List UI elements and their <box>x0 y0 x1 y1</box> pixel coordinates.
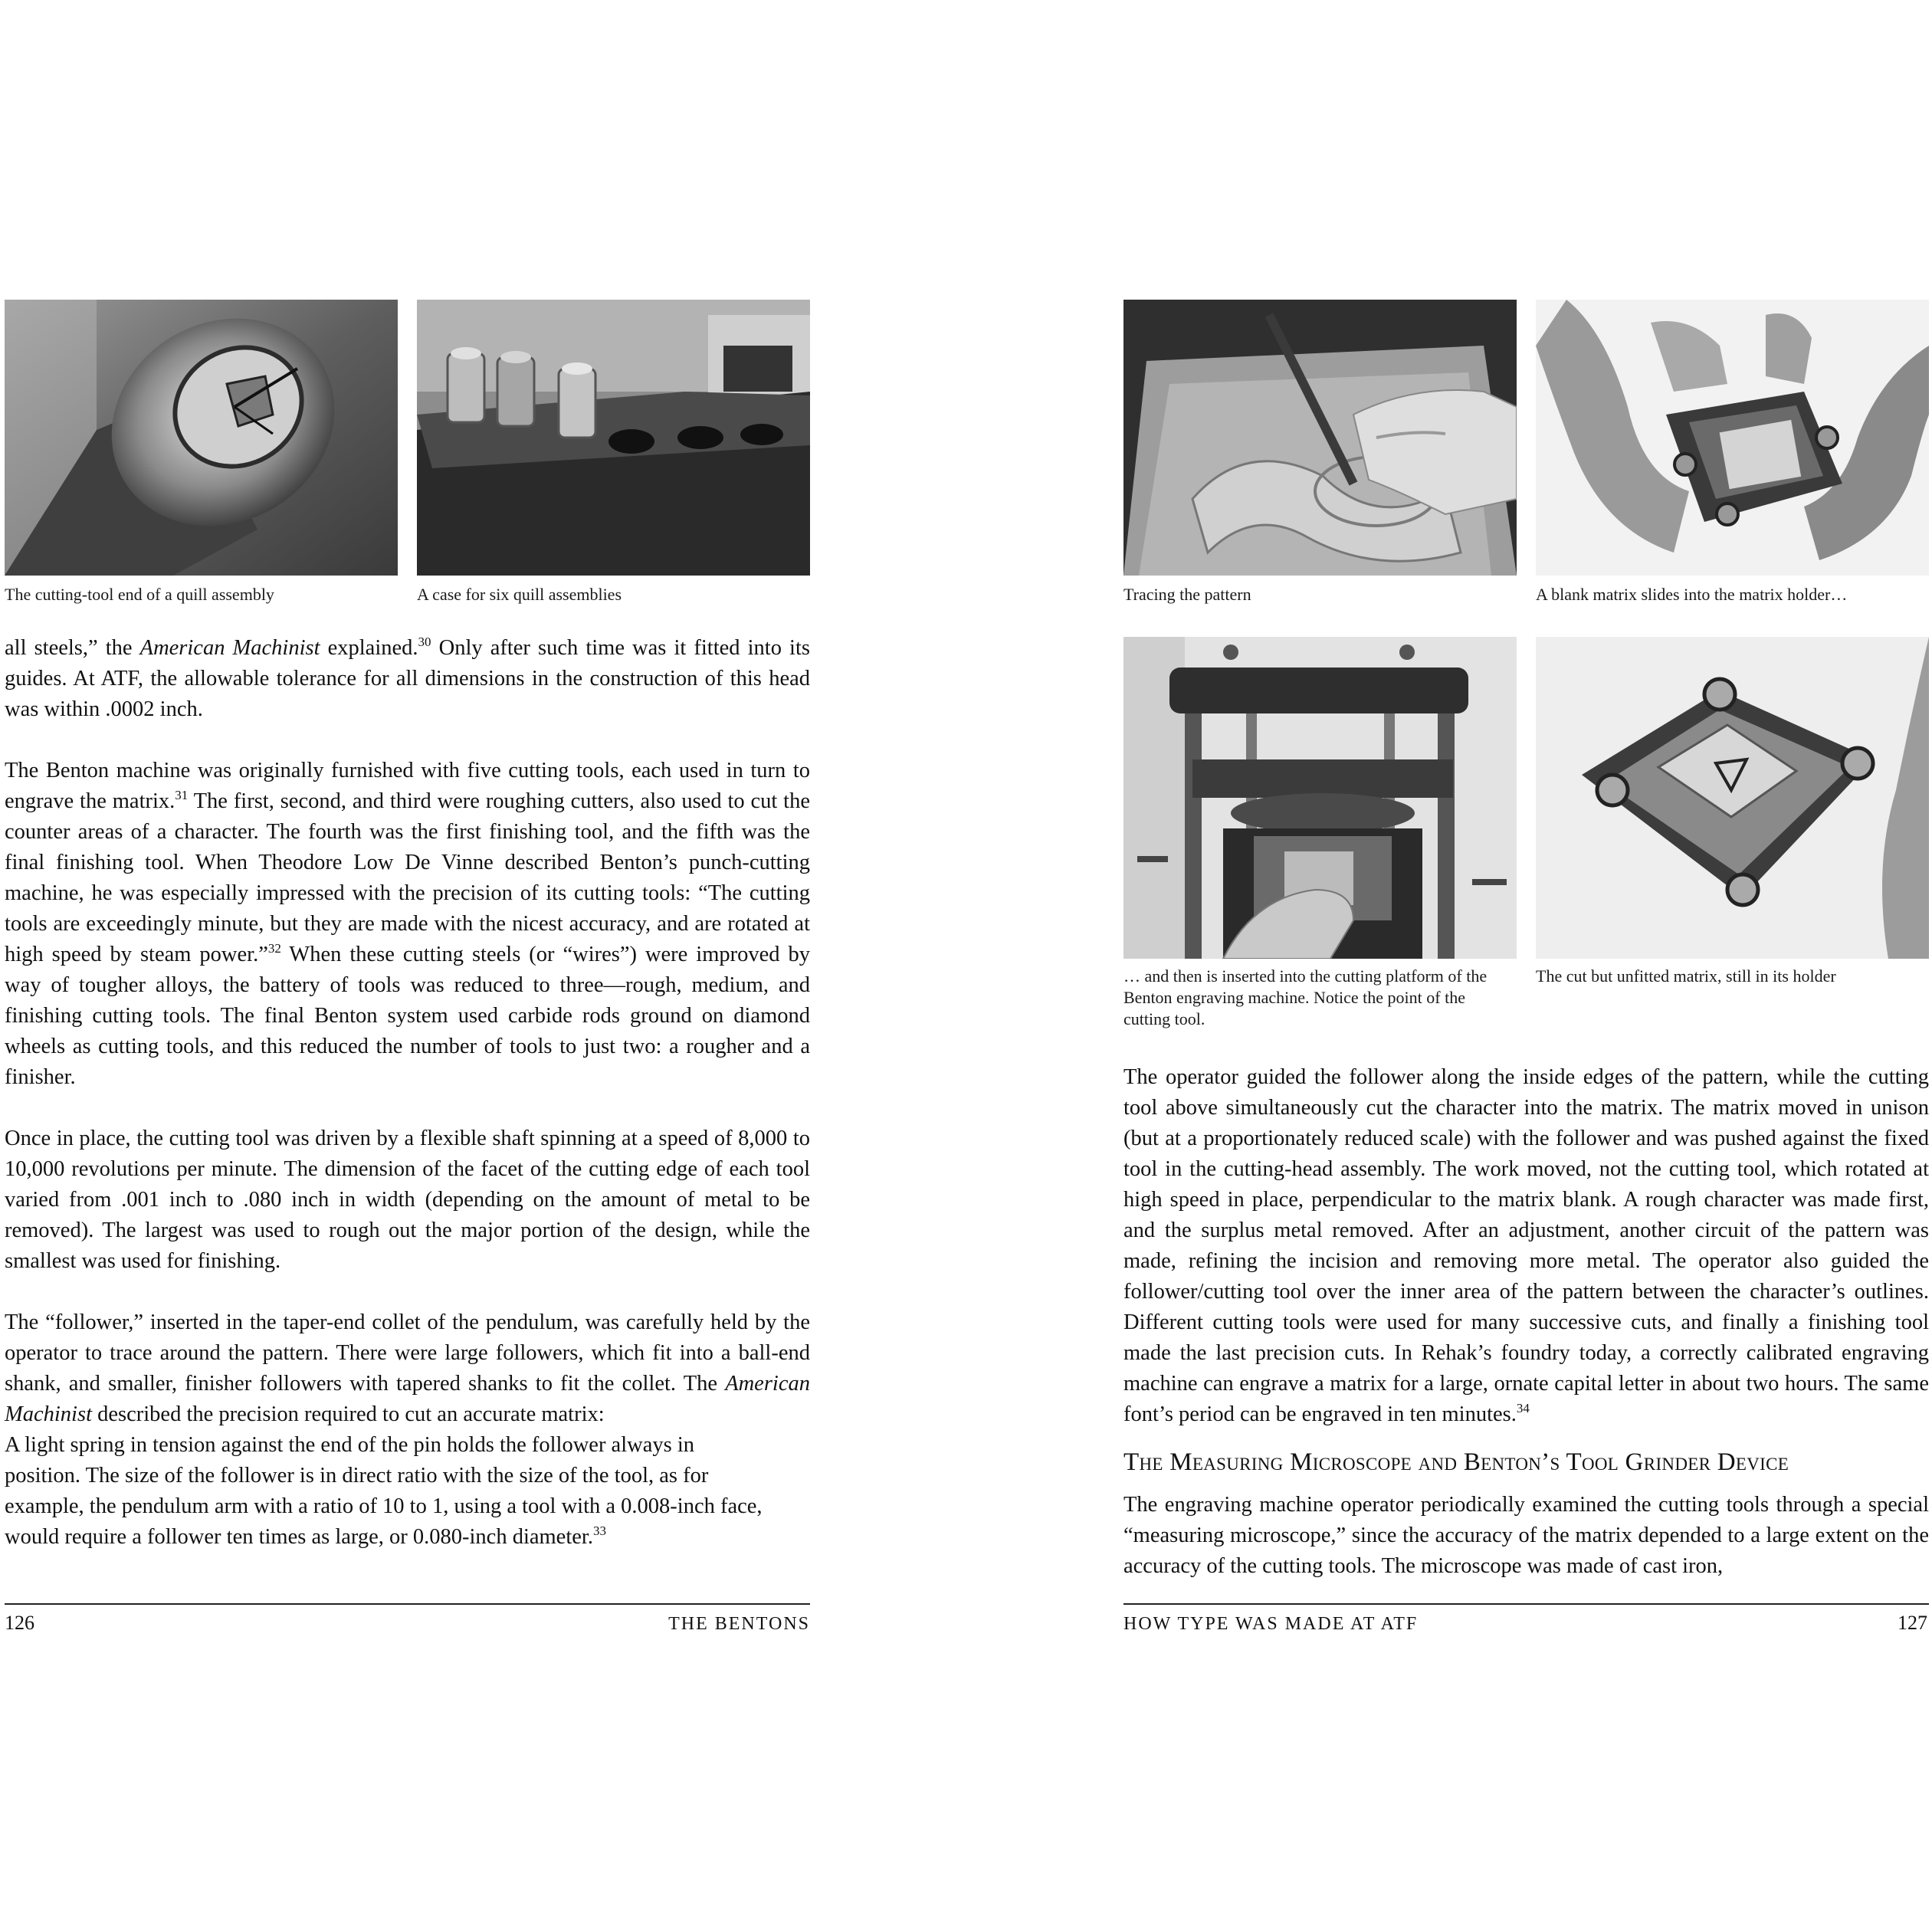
footnote-ref: 30 <box>418 635 431 649</box>
running-head: THE BENTONS <box>668 1614 810 1634</box>
block-quote: A light spring in tension against the end of the pin holds the follower always in position. The size of the follower is in direct ratio with the size of the tool, as for example, the pendulum arm with a ratio of 10 to 1, using a tool with a 0.008-inch face, would require a follower ten times as large, or 0.080-inch diameter.$^{33}$ <box>5 1433 763 1549</box>
footnote-ref: 31 <box>175 788 189 802</box>
tracing-pattern-caption: Tracing the pattern <box>1123 585 1251 604</box>
blank-matrix-photo <box>1536 300 1929 576</box>
tracing-pattern-photo <box>1123 300 1517 576</box>
paragraph: The engraving machine operator periodically examined the cutting tools through a special “measuring microscope,” since the accuracy of the matrix depended to a large extent on the accuracy of the cutting tools. The microscope was made of cast iron, <box>1123 1493 1929 1578</box>
footer-rule <box>5 1603 810 1605</box>
cutting-platform-caption: … and then is inserted into the cutting platform of the Benton engraving machine. Notice the point of the cutting tool. <box>1123 966 1488 1028</box>
quill-end-photo <box>5 300 398 576</box>
cut-matrix-caption: The cut but unfitted matrix, still in its holder <box>1536 966 1836 986</box>
footnote-ref: 33 <box>592 1524 606 1538</box>
running-head: HOW TYPE WAS MADE AT ATF <box>1123 1614 1419 1634</box>
right-body-text-2 <box>1123 1490 1929 1582</box>
section-heading: The Measuring Microscope and Benton’s Tool Grinder Device <box>1123 1448 1789 1476</box>
quill-case-caption: A case for six quill assemblies <box>417 585 622 604</box>
paragraph: The “follower,” inserted in the taper-end collet of the pendulum, was carefully held by the operator to trace around the pattern. There were large followers, which fit into a ball-end shank, and smaller, finisher followers with tapered shanks to fit the collet. The American Machinist described the precision required to cut an accurate matrix: <box>5 1310 810 1426</box>
paragraph: The operator guided the follower along the inside edges of the pattern, while the cutting tool above simultaneously cut the character into the matrix. The matrix moved in unison (but at a proportionately reduced scale) with the follower and was pushed against the fixed tool in the cutting-head assembly. The work moved, not the cutting tool, which rotated at high speed in place, perpendicular to the matrix blank. A rough character was made first, and the surplus metal removed. After an adjustment, another circuit of the pattern was made, refining the incision and removing more metal. The operator also guided the follower/cutting tool over the inner area of the pattern between the character’s outlines. Different cutting tools were used for many successive cuts, and finally a finishing tool made the last precision cuts. In Rehak’s foundry today, a correctly calibrated engraving machine can engrave a matrix for a large, ornate capital letter in about two hours. The same font’s period can be engraved in ten minutes.$^{34}$ <box>1123 1065 1929 1426</box>
quill-end-caption: The cutting-tool end of a quill assembly <box>5 585 274 604</box>
quill-case-photo <box>417 300 810 576</box>
cut-matrix-photo <box>1536 637 1929 959</box>
paragraph: The Benton machine was originally furnished with five cutting tools, each used in turn to engrave the matrix.$^{31}$ The first, second, and third were roughing cutters, also used to cut the counter areas of a character. The fourth was the first finishing tool, and the fifth was the final finishing tool. When Theodore Low De Vinne described Benton’s punch-cutting machine, he was especially impressed with the precision of its cutting tools: “The cutting tools are exceedingly minute, but they are made with the nicest accuracy, and are rotated at high speed by steam power.”$^{32}$ When these cutting steels (or “wires”) were improved by way of tougher alloys, the battery of tools was reduced to three—rough, medium, and finishing cutting tools. The final Benton system used carbide rods ground on diamond wheels as cutting tools, and this reduced the number of tools to just two: a rougher and a finisher. <box>5 759 810 1089</box>
left-body-text <box>5 633 810 1553</box>
paragraph: Once in place, the cutting tool was driven by a flexible shaft spinning at a speed of 8,000 to 10,000 revolutions per minute. The dimension of the facet of the cutting edge of each tool varied from .001 inch to .080 inch in width (depending on the amount of metal to be removed). The largest was used to rough out the major portion of the design, while the smallest was used for finishing. <box>5 1127 810 1273</box>
footnote-ref: 34 <box>1516 1401 1530 1415</box>
right-page <box>967 0 1932 1932</box>
page-number: 127 <box>1898 1612 1927 1634</box>
cutting-platform-photo <box>1123 637 1517 959</box>
footnote-ref: 32 <box>267 941 281 956</box>
right-body-text <box>1123 1062 1929 1445</box>
blank-matrix-caption: A blank matrix slides into the matrix holder… <box>1536 585 1848 604</box>
footer-rule <box>1123 1603 1929 1605</box>
paragraph: all steels,” the American Machinist explained.$^{30}$ Only after such time was it fitted into its guides. At ATF, the allowable tolerance for all dimensions in the construction of this head was within .0002 inch. <box>5 635 810 721</box>
page-number: 126 <box>5 1612 34 1634</box>
